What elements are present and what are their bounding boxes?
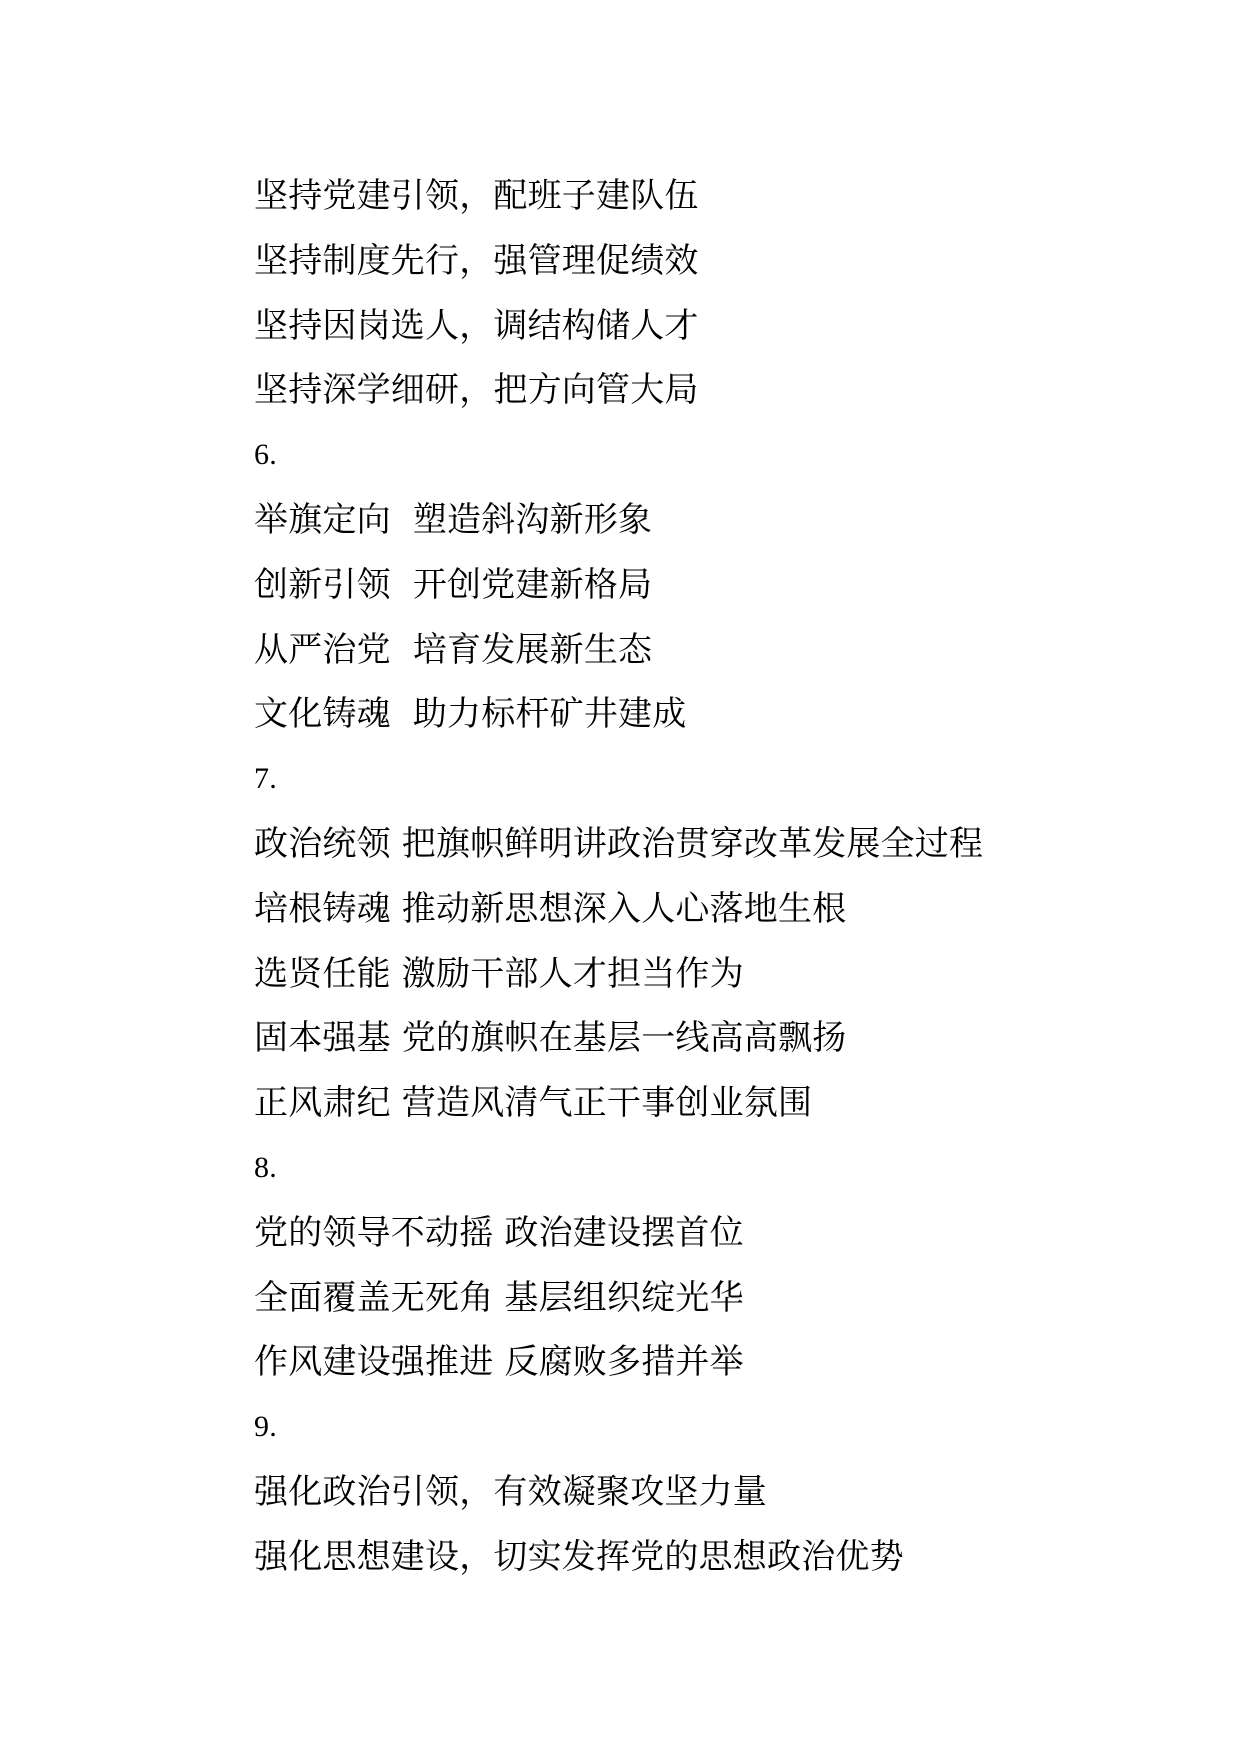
slogan-line: 全面覆盖无死角 基层组织绽光华 (254, 1277, 744, 1318)
section-number: 6. (254, 438, 277, 472)
slogan-line: 正风肃纪 营造风清气正干事创业氛围 (254, 1083, 813, 1124)
section-number: 9. (254, 1410, 277, 1444)
slogan-line: 作风建设强推进 反腐败多措并举 (254, 1342, 744, 1383)
slogan-line: 培根铸魂 推动新思想深入人心落地生根 (254, 888, 847, 929)
slogan-line: 坚持党建引领，配班子建队伍 (254, 176, 699, 216)
slogan-line: 选贤任能 激励干部人才担当作为 (254, 953, 744, 994)
slogan-line: 坚持制度先行，强管理促绩效 (254, 240, 699, 281)
document-body (254, 164, 1154, 1590)
slogan-line: 强化政治引领，有效凝聚攻坚力量 (254, 1471, 767, 1512)
slogan-line: 坚持因岗选人，调结构储人才 (254, 305, 699, 346)
slogan-line: 举旗定向 塑造斜沟新形象 (254, 499, 653, 540)
slogan-line: 固本强基 党的旗帜在基层一线高高飘扬 (254, 1018, 847, 1059)
section-number: 7. (254, 762, 277, 796)
slogan-line: 强化思想建设，切实发挥党的思想政治优势 (254, 1536, 904, 1577)
slogan-line: 政治统领 把旗帜鲜明讲政治贯穿改革发展全过程 (254, 823, 984, 864)
slogan-line: 从严治党 培育发展新生态 (254, 629, 653, 670)
section-number: 8. (254, 1150, 277, 1184)
slogan-line: 坚持深学细研，把方向管大局 (254, 370, 699, 411)
slogan-line: 创新引领 开创党建新格局 (254, 564, 653, 605)
slogan-line: 文化铸魂 助力标杆矿井建成 (254, 694, 687, 735)
slogan-line: 党的领导不动摇 政治建设摆首位 (254, 1212, 744, 1253)
